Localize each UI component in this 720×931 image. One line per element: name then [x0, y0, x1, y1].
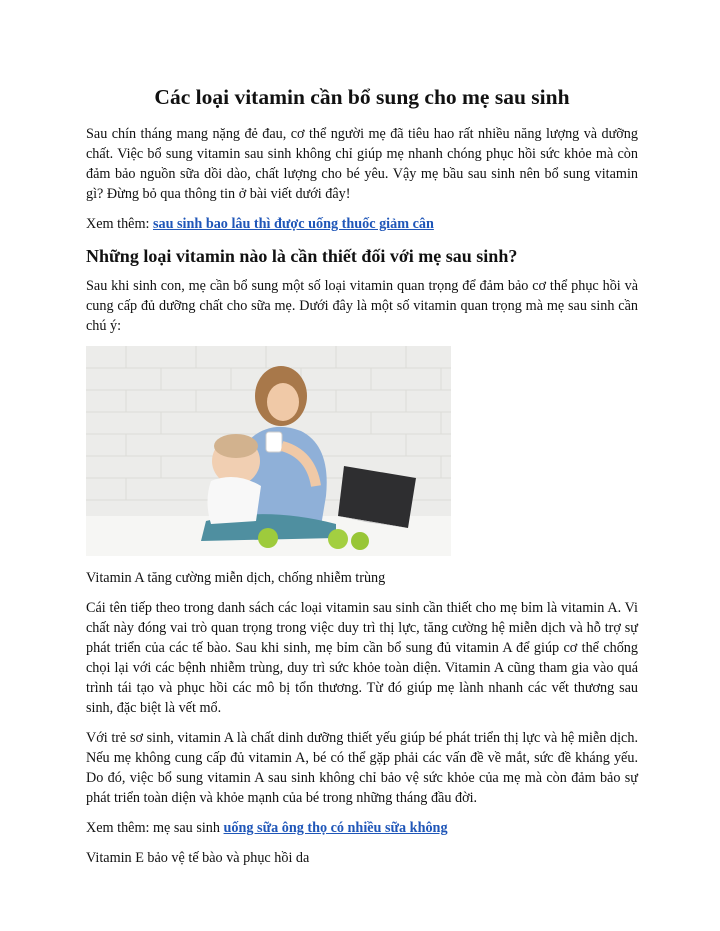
see-more-2 [86, 818, 638, 838]
section-paragraph: Sau khi sinh con, mẹ cần bổ sung một số loại vitamin quan trọng để đảm bảo cơ thể phục hồi và cung cấp đủ dưỡng chất cho sữa mẹ. Dưới đây là một số vitamin quan trọng mà mẹ sau sinh cần chú ý: [86, 278, 638, 334]
vitamin-e-caption: Vitamin E bảo vệ tế bào và phục hồi da [86, 850, 310, 866]
see-more-2-prefix: Xem thêm: mẹ sau sinh [86, 820, 224, 836]
document-page [86, 84, 638, 878]
intro-paragraph: Sau chín tháng mang nặng đẻ đau, cơ thể người mẹ đã tiêu hao rất nhiều năng lượng và dưỡng chất. Việc bổ sung vitamin sau sinh không chỉ giúp mẹ nhanh chóng phục hồi sức khỏe mà còn đảm bảo nguồn sữa dồi dào, chất lượng cho bé yêu. Vậy mẹ bầu sau sinh nên bổ sung vitamin gì? Đừng bỏ qua thông tin ở bài viết dưới đây! [86, 126, 638, 202]
see-more-1-prefix: Xem thêm: [86, 216, 153, 232]
vitamin-a-caption: Vitamin A tăng cường miễn dịch, chống nhiễm trùng [86, 570, 386, 586]
newborn-paragraph: Với trẻ sơ sinh, vitamin A là chất dinh dưỡng thiết yếu giúp bé phát triển thị lực và hệ miễn dịch. Nếu mẹ không cung cấp đủ vitamin A, bé có thể gặp phải các vấn đề về mắt, sức đề kháng yếu. Do đó, việc bổ sung vitamin A sau sinh không chỉ bảo vệ sức khỏe của mẹ mà còn đảm bảo sự phát triển toàn diện và khỏe mạnh của bé trong những tháng đầu đời. [86, 730, 638, 806]
mother-baby-photo [86, 346, 451, 556]
see-more-2-link[interactable]: uống sữa ông thọ có nhiều sữa không [223, 820, 448, 836]
section-heading: Những loại vitamin nào là cần thiết đối với mẹ sau sinh? [86, 246, 518, 266]
vitamin-a-paragraph: Cái tên tiếp theo trong danh sách các loại vitamin sau sinh cần thiết cho mẹ bỉm là vitamin A. Vi chất này đóng vai trò quan trọng trong việc duy trì thị lực, tăng cường hệ miễn dịch và hỗ trợ sự phát triển của các tế bào. Sau khi sinh, mẹ bỉm cần bổ sung đủ vitamin A để giúp cơ thể chống chọi lại với các bệnh nhiễm trùng, duy trì sức khỏe toàn diện. Vitamin A cũng tham gia vào quá trình tái tạo và phục hồi các mô bị tổn thương. Từ đó giúp mẹ lành nhanh các vết thương sau sinh, đặc biệt là vết mổ. [86, 600, 638, 716]
page-title: Các loại vitamin cần bổ sung cho mẹ sau sinh [154, 85, 570, 109]
see-more-1 [86, 214, 638, 234]
see-more-1-link[interactable]: sau sinh bao lâu thì được uống thuốc giảm cân [152, 216, 434, 232]
